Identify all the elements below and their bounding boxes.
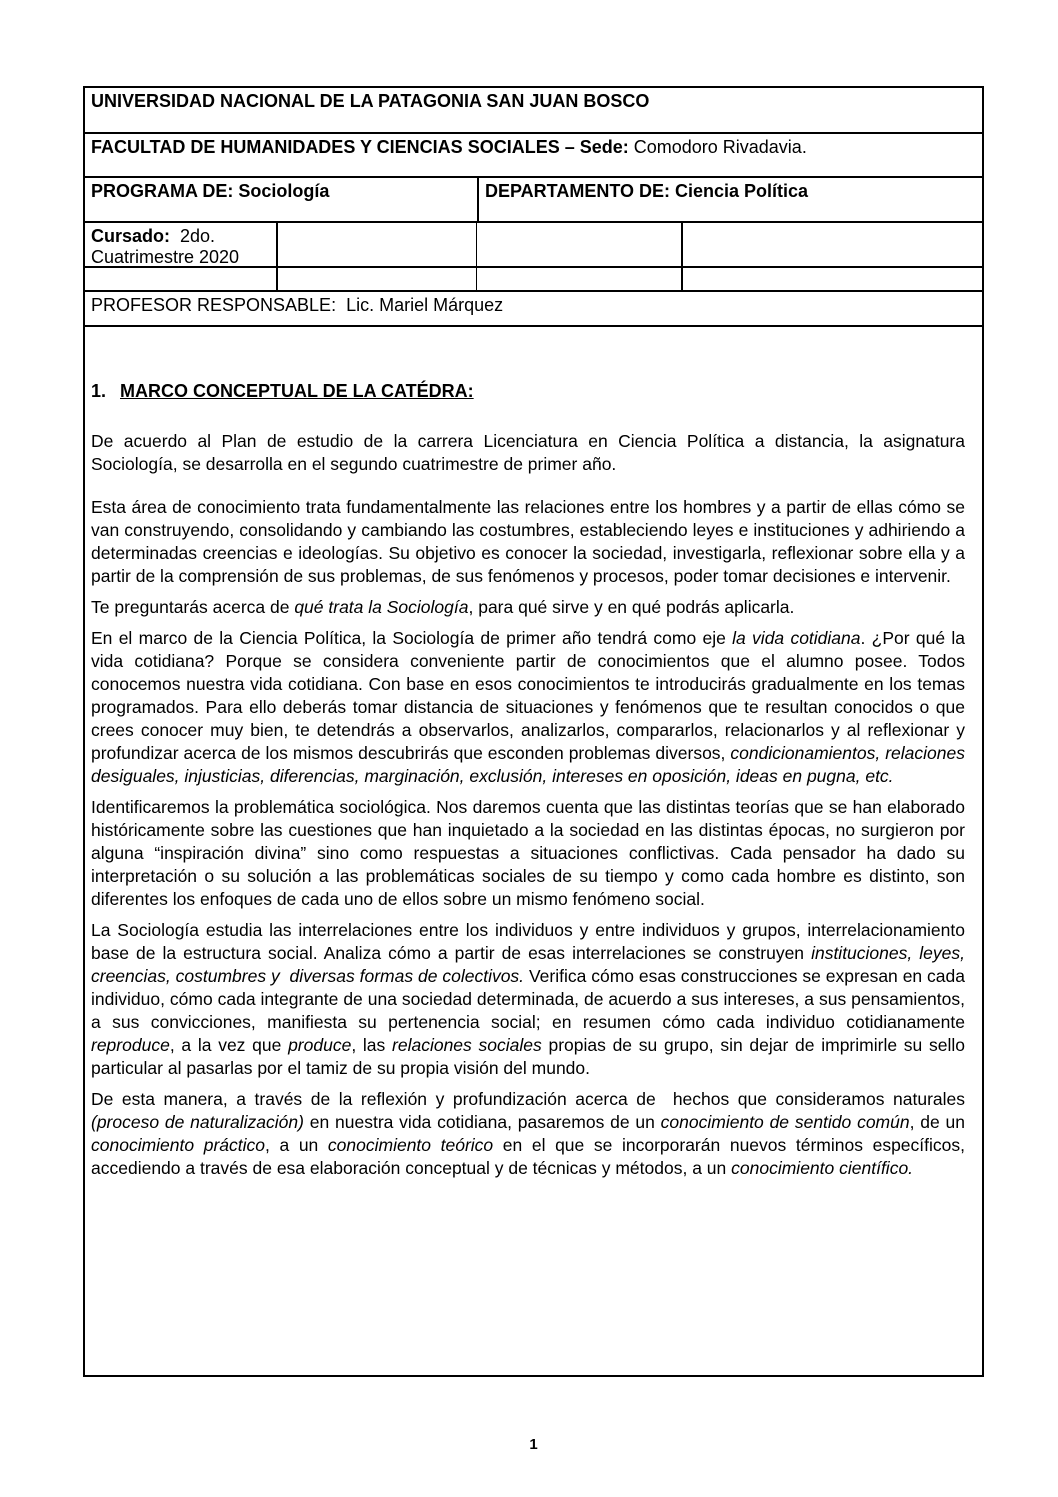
paragraph-problematica-sociologica: Identificaremos la problemática sociológica. Nos daremos cuenta que las distintas teorías que se han elaborado históricamente sobre las cuestiones que han inquietado a la sociedad en las distintas épocas, no surgieron por alguna “inspiración divina” sino como respuestas a situaciones conflictivas. Cada pensador ha dado su interpretación o su solución a las problemáticas sociales de su tiempo y como cada hombre es distinto, son diferentes los enfoques de cada uno de ellos sobre un mismo fenómeno social. (91, 797, 965, 909)
faculty-cell (85, 134, 982, 176)
cursado-empty-cell-2 (477, 223, 683, 266)
empty-cell-2 (278, 268, 477, 290)
professor-cell: PROFESOR RESPONSABLE: Lic. Mariel Márquez (91, 295, 504, 315)
page-number: 1 (529, 1436, 538, 1453)
row-program-department (85, 176, 982, 221)
row-professor (85, 290, 982, 325)
cursado-label: Cursado: (91, 226, 171, 246)
body-cell (85, 327, 982, 1375)
cursado-empty-cell-1 (278, 223, 477, 266)
row-faculty (85, 132, 982, 176)
section-number: 1. (91, 381, 107, 401)
row-empty (85, 266, 982, 290)
empty-cell-4 (683, 268, 982, 290)
cursado-empty-cell-3 (683, 223, 982, 266)
paragraph-plan-de-estudio: De acuerdo al Plan de estudio de la carrera Licenciatura en Ciencia Política a distancia, la asignatura Sociología, se desarrolla en el segundo cuatrimestre de primer año. (91, 431, 965, 474)
cursado-value: 2do. Cuatrimestre 2020 (91, 226, 240, 266)
faculty-sede-value: Comodoro Rivadavia. (628, 137, 807, 157)
paragraph-proceso-naturalizacion: De esta manera, a través de la reflexión y profundización acerca de hechos que consideramos naturales (proceso de naturalización) en nuestra vida cotidiana, pasaremos de un conocimiento de sentido común, de un conocimiento práctico, a un conocimiento teórico en el que se incorporarán nuevos términos específicos, accediendo a través de esa elaboración conceptual y de técnicas y métodos, a un conocimiento científico. (91, 1089, 965, 1178)
paragraph-te-preguntaras: Te preguntarás acerca de qué trata la Sociología, para qué sirve y en qué podrás aplicarla. (91, 597, 795, 617)
paragraph-interrelaciones: La Sociología estudia las interrelaciones entre los individuos y entre individuos y grupos, interrelacionamiento base de la estructura social. Analiza cómo a partir de esas interrelaciones se construyen instituciones, leyes, creencias, costumbres y diversas formas de colectivos. Verifica cómo esas construcciones se expresan en cada individuo, cómo cada integrante de una sociedad determinada, de acuerdo a sus intereses, a sus pensamientos, a sus convicciones, manifiesta su pertenencia social; en resumen cómo cada individuo cotidianamente reproduce, a la vez que produce, las relaciones sociales propias de su grupo, sin dejar de imprimirle su sello particular al pasarlas por el tamiz de su propia visión del mundo. (91, 920, 965, 1078)
row-body (85, 325, 982, 1375)
empty-cell-3 (477, 268, 683, 290)
faculty-label: FACULTAD DE HUMANIDADES Y CIENCIAS SOCIALES – Sede: (91, 137, 629, 157)
program-cell: PROGRAMA DE: Sociología (85, 178, 479, 221)
section-heading (91, 380, 965, 403)
paragraph-vida-cotidiana: En el marco de la Ciencia Política, la Sociología de primer año tendrá como eje la vida cotidiana. ¿Por qué la vida cotidiana? Porque se considera conveniente partir de conocimientos que el alumno posee. Todos conocemos nuestra vida cotidiana. Con base en esos conocimientos te introducirás gradualmente en los temas programados. Para ello deberás tomar distancia de situaciones y fenómenos que te resultan conocidos o que crees conocer muy bien, te detendrás a observarlos, analizarlos, compararlos, relacionarlos y al reflexionar y profundizar acerca de los mismos descubrirás que esconden problemas diversos, condicionamientos, relaciones desiguales, injusticias, diferencias, marginación, exclusión, intereses en oposición, ideas en pugna, etc. (91, 628, 966, 786)
row-university (85, 88, 982, 132)
cursado-cell (85, 223, 278, 266)
row-cursado (85, 221, 982, 266)
university-name: UNIVERSIDAD NACIONAL DE LA PATAGONIA SAN JUAN BOSCO (91, 91, 650, 111)
department-cell: DEPARTAMENTO DE: Ciencia Política (485, 181, 809, 201)
section-title: MARCO CONCEPTUAL DE LA CATÉDRA: (120, 381, 474, 401)
course-program-table (83, 86, 984, 1377)
empty-cell-1 (85, 268, 278, 290)
paragraph-area-de-conocimiento: Esta área de conocimiento trata fundamentalmente las relaciones entre los hombres y a partir de ellas cómo se van construyendo, consolidando y cambiando las costumbres, estableciendo leyes e instituciones y adhiriendo a determinadas creencias e ideologías. Su objetivo es conocer la sociedad, investigarla, reflexionar sobre ella y a partir de la comprensión de sus problemas, de sus fenómenos y procesos, poder tomar decisiones e intervenir. (91, 497, 965, 586)
